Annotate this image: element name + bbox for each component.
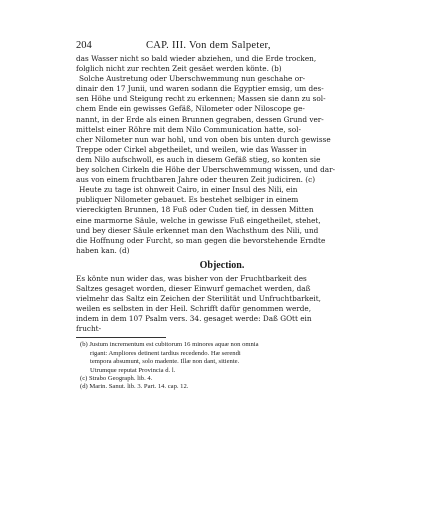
objection-text [76,274,368,335]
footnote-line: tempora absumunt, solo madente. Illæ non dant, sitiente. [90,358,240,366]
footnote-line: (d) Marin. Sanut. lib. 3. Part. 14. cap. 12. [80,383,189,391]
text-line: publiquer Nilometer gebauet. Es bestehet selbiger in einem [76,195,299,205]
running-title: CAP. III. Von dem Salpeter, [146,40,271,51]
text-line: vielmehr das Saltz ein Zeichen der Sterilität und Unfruchtbarkeit, [76,294,321,304]
text-line: sen Höhe und Steigung recht zu erkennen; Massen sie dann zu sol- [76,94,326,104]
text-line: Saltzes gesaget worden, dieser Einwurf gemachet werden, daß [76,283,311,293]
text-line: nannt, in der Erde als einen Brunnen gegraben, dessen Grund ver- [76,114,324,124]
text-line: chem Ende ein gewisses Gefäß, Nilometer oder Niloscope ge- [76,104,305,114]
page-number: 204 [76,40,92,51]
text-line: die Hoffnung oder Furcht, so man gegen die bevorstehende Erndte [76,235,326,245]
text-line: aus von einem fruchtbaren Jahre oder theuren Zeit judiciren. (c) [76,175,316,185]
text-line: eine marmorne Säule, welche in gewisse Fuß eingetheilet, stehet, [76,215,321,225]
footnotes [76,341,368,391]
text-line: Es könte nun wider das, was bisher von der Fruchtbarkeit des [76,273,307,283]
text-line: folglich nicht zur rechten Zeit gesäet werden könte. (b) [76,64,282,74]
page-header [76,40,368,54]
text-line: bey solchen Cirkeln die Höhe der Uberschwemmung wissen, und dar- [76,165,336,175]
text-line: das Wasser nicht so bald wieder abziehen, und die Erde trocken, [76,54,317,63]
main-text [76,54,368,256]
text-line: und bey dieser Säule erkennet man den Wachsthum des Nili, und [76,225,319,235]
text-line: Solche Austretung oder Uberschwemmung nun geschahe or- [79,74,306,84]
text-line: Heute zu tage ist ohnweit Cairo, in einer Insul des Nili, ein [79,185,298,195]
section-heading: Objection. [199,259,245,271]
footnote-divider [76,337,166,338]
text-line: cher Nilometer nun war hohl, und von oben bis unten durch gewisse [76,134,331,144]
text-line: Treppe oder Cirkel abgetheilet, und weilen, wie das Wasser in [76,144,307,154]
book-page [76,40,368,392]
text-line: haben kan. (d) [76,245,130,255]
footnote-line: Utrumque reputat Provincia d. l. [90,366,176,374]
text-line: weilen es selbsten in der Heil. Schrifft dafür genommen werde, [76,304,312,314]
text-line: dinair den 17 Junii, und waren sodann die Egyptier emsig, um des- [76,84,324,94]
footnote-line: (c) Strabo Geograph. lib. 4. [80,375,153,383]
footnote-line: rigant: Ampliores detinent tardius recedendo. Hæ serendi [90,349,241,357]
text-line: viereckigten Brunnen, 18 Fuß oder Cuden tief, in dessen Mitten [76,205,314,215]
text-line: frucht- [76,324,102,334]
text-line: mittelst einer Röhre mit dem Nilo Communication hatte, sol- [76,124,301,134]
footnote-line: (b) Justum incrementum est cubitorum 16 minores aquæ non omnia [80,341,259,349]
text-line: indem in dem 107 Psalm vers. 34. gesaget werde: Daß GOtt ein [76,314,312,324]
text-line: dem Nilo aufschwoll, es auch in diesem Gefäß stieg, so konten sie [76,154,321,164]
